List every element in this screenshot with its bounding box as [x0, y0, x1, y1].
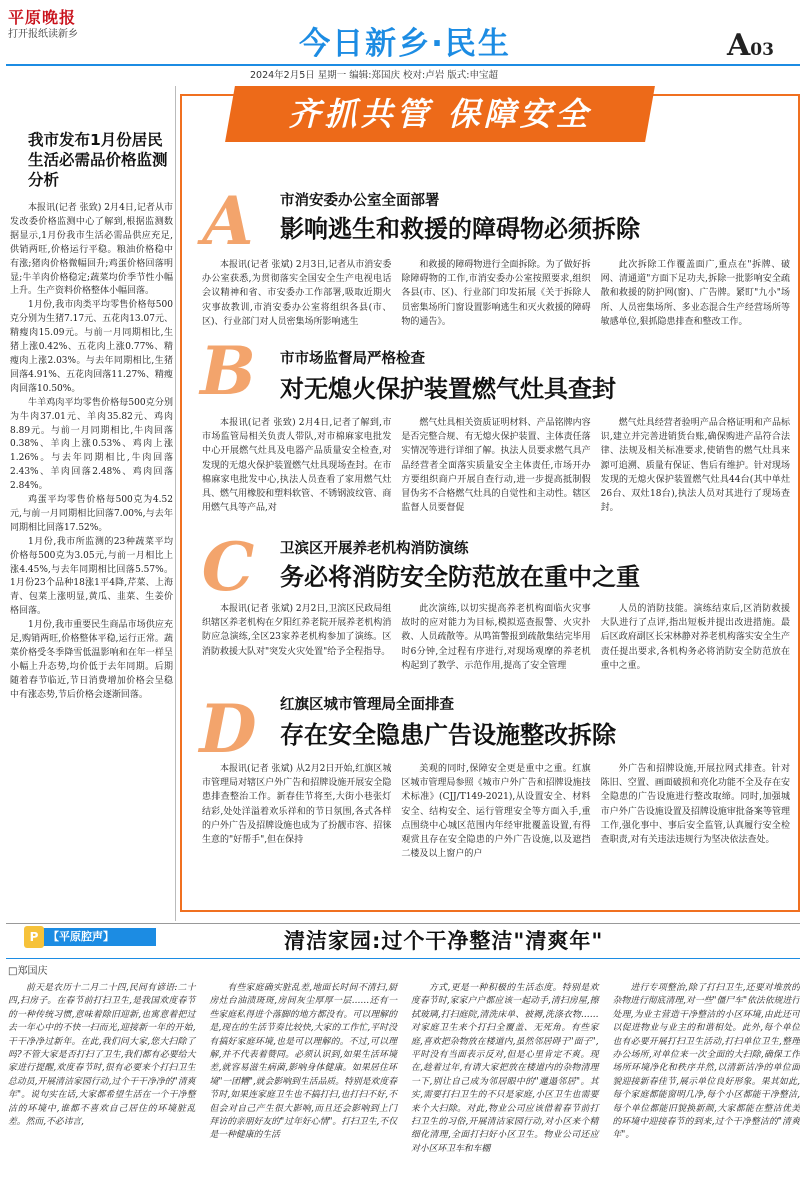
feature-column: 方式,更是一种积极的生活态度。特别是欢度春节时,家家户户都应该一起动手,清扫房屋,擦拭玻璃,打扫庭院,清洗床单、被褥,洗涤衣物……对家庭卫生来个打扫全覆盖、无死角。有些家庭,喜欢把杂物放在楼道内,虽然邻居碍于"面子",平时没有当面表示反对,但是心里肯定不爽。现在,趁着过年,有请大家把放在楼道内的杂物清理一下,别让自己成为邻居眼中的"邋遢邻居"。其实,需要打扫卫生的不只是家庭,小区卫生也需要来个大扫除。对此,物业公司应该借着春节前打扫卫生的习俗,开展清洁家园行动,对小区来个精细化清理,全面打扫好小区卫生。物业公司还应对小区环卫车和车棚: [411, 983, 599, 1154]
section-d-column: 外广告和招牌设施,开展拉网式排查。针对陈旧、空置、画面破损和亮化功能不全及存在安全隐患的广告设施进行整改取缔。同时,加强城市户外广告设施设置及招牌设施审批备案等管理工作,强化事中、事后安全监管,认真履行安全检查职责,对有关违法违规行为坚决依法查处。: [600, 764, 790, 846]
section-b-column: 本报讯(记者 张致) 2月4日,记者了解到,市市场监管局相关负责人带队,对市棉麻家电批发中心开展燃气灶具及电器产品质量安全检查,对发现的无熄火保护装置燃气灶具现场查封。在市棉麻家电批发中心,执法人员查看了家用燃气灶具、燃气用橡胶和塑料软管、不锈钢波纹管、商用燃气具等产品,对: [202, 418, 392, 514]
section-a-column: 本报讯(记者 张斌) 2月3日,记者从市消安委办公室获悉,为贯彻落实全国安全生产电视电话会议精神和省、市安委办工作部署,吸取近期火灾事故教训,市消安委办公室将组织各县(市、区)、行业部门对人员密集场所影响逃生: [202, 260, 392, 327]
section-a-column: 此次拆除工作覆盖面广,重点在"拆牌、破网、清通道"方面下足功夫,拆除一批影响安全疏散和救援的防护网(窗)、广告牌。紧盯"九小"场所、人员密集场所、多业态混合生产经营场所等敏感单位,狠抓隐患排查和整改工作。: [600, 260, 790, 327]
section-c-column: 此次演练,以切实提高养老机构面临火灾事故时的应对能力为目标,模拟巡查报警、火灾扑救、人员疏散等。从鸣笛警报到疏散集结完毕用时6分钟,全过程有序进行,对现场观摩的养老机构起到了教学、示范作用,提高了安全管理: [401, 604, 591, 671]
sidebar-title: 我市发布1月份居民生活必需品价格监测分析: [28, 131, 168, 189]
section-d-column: 本报讯(记者 张斌) 从2月2日开始,红旗区城市管理局对辖区户外广告和招牌设施开展安全隐患排查整治工作。新春佳节将至,大街小巷张灯结彩,处处洋溢着欢乐祥和的节日氛围,各式各样的户外广告及招牌设施也成为了扮靓市容、招徕生意的"好帮手",但在保持: [202, 764, 392, 846]
sidebar-paragraph: 1月份,我市重要民生商品市场供应充足,购销两旺,价格整体平稳,运行正常。蔬菜价格受冬季降雪低温影响和在年一样呈小幅上升态势,均价低于去年同期。后期随着春节临近,节日消费增加价格会呈稳中有涨态势,节后价格会逐渐回落。: [10, 620, 173, 700]
section-c-column: 人员的消防技能。演练结束后,区消防救援大队进行了点评,指出短板并提出改进措施。最后区政府副区长宋林静对养老机构落实安全生产责任提出要求,各机构务必将消防安全防范放在重中之重。: [600, 604, 790, 671]
column-divider: [175, 86, 176, 921]
section-letter-d: D: [199, 690, 257, 768]
masthead-info: 2024年2月5日 星期一 编辑:郑国庆 校对:卢岩 版式:申宝超: [250, 70, 498, 81]
sidebar-body: [6, 202, 173, 703]
column-tag-icon: P: [24, 926, 44, 948]
masthead-rule: [6, 64, 800, 66]
section-b-body: [202, 416, 790, 530]
section-letter-b: B: [200, 332, 256, 410]
section-divider: [6, 923, 800, 924]
logo-slogan: 打开报纸读新乡: [8, 29, 78, 40]
section-letter-c: C: [201, 528, 255, 606]
newspaper-logo: [8, 8, 100, 48]
section-d-subtitle: 红旗区城市管理局全面排查: [280, 697, 454, 713]
feature-headline: 清洁家园:过个干净整洁"清爽年": [284, 929, 604, 953]
sidebar-paragraph: 1月份,我市所监测的23种蔬菜平均价格每500克为3.05元,与前一月相比上涨4.45%,与去年同期相比回落5.57%。1月份23个品种18涨1平4降,芹菜、上海青、包菜上涨明显,黄瓜、韭菜、生姜价格回落。: [10, 536, 173, 617]
column-tag: 【平原腔声】: [38, 928, 156, 946]
feature-column: 进行专项整治,除了打扫卫生,还要对堆放的杂物进行彻底清理,对一些"僵尸车"依法依规进行处理,为业主营造干净整洁的小区环境,由此还可以促进物业与业主的和谐相处。此外,每个单位也有必要开展打扫卫生活动,打扫单位卫生,整理办公场所,对单位来一次全面的大扫除,确保工作场所环境净化和秩序井然,以清新洁净的单位面貌迎接新春佳节,展示单位良好形象。果其如此,每个家庭都能窗明几净,每个小区都能干净整洁,每个单位都能旧貌换新颜,大家都能在整洁优美的环境中迎接春节的到来,过个干净整洁的"清爽年"。: [612, 983, 800, 1141]
feature-column: 前天是农历十二月二十四,民间有谚语:二十四,扫房子。在春节前打扫卫生,是我国欢度春节的一种传统习惯,意味着除旧迎新,也寓意着把过去一年心中的不快一扫而光,迎接新一年的开始,干干净净过新年。在此,我们问大家,您大扫除了吗?不管大家是否打扫了卫生,我们都有必要给大家进行提醒,欢度春节时,很有必要来个打扫卫生总动员,开展清洁家园行动,过个干干净净的"清爽年"。说句实在话,大家都希望生活在一个干净整洁的环境中,谁都不喜欢自己居住的环境脏乱差。然而,不必讳言,: [8, 983, 196, 1128]
section-d-headline: 存在安全隐患广告设施整改拆除: [280, 721, 616, 749]
section-a-column: 和救援的障碍物进行全面拆除。为了做好拆除障碍物的工作,市消安委办公室按照要求,组织各县(市、区)、行业部门印发拓展《关于拆除人员密集场所门窗设置影响逃生和灭火救援的障碍物的通告》。: [401, 260, 591, 327]
section-a-body: [202, 258, 790, 342]
section-letter-a: A: [202, 182, 254, 260]
sidebar-paragraph: 本报讯(记者 张致) 2月4日,记者从市发改委价格监测中心了解到,根据监测数据显示,1月份我市生活必需品供应充足,供销两旺,价格运行平稳。粮油价格稳中有涨;猪肉价格微幅回升;鸡蛋价格回落明显;牛羊肉价格稳定;蔬菜均价季节性小幅上升。生产资料价格整体小幅回落。: [10, 203, 173, 297]
section-c-subtitle: 卫滨区开展养老机构消防演练: [280, 541, 469, 557]
page-digits: 03: [750, 40, 774, 60]
section-b-headline: 对无熄火保护装置燃气灶具查封: [280, 375, 616, 403]
page-letter: A: [727, 28, 751, 63]
logo-name: 平原晚报: [8, 8, 77, 27]
section-c-column: 本报讯(记者 张斌) 2月2日,卫滨区民政局组织辖区养老机构在夕阳红养老院开展养老机构消防应急演练,全区23家养老机构参加了演练。区消防救援大队对"突发火灾处置"给予全程指导。: [202, 604, 392, 657]
section-d-column: 美观的同时,保障安全更是重中之重。红旗区城市管理局参照《城市户外广告和招牌设施技术标准》(CJJ/T149-2021),从设置安全、材料安全、结构安全、运行管理安全等方面入手,重点围绕中心城区范围内年经审批覆盖设置,有得观赏且存在安全隐患的户外广告设施,以及遮挡二楼及以上窗户的户: [401, 764, 591, 860]
banner-title: 齐抓共管 保障安全: [288, 95, 592, 133]
sidebar-paragraph: 牛羊鸡肉平均零售价格每500克分别为牛肉37.01元、羊肉35.82元、鸡肉8.89元。与前一月同期相比,牛肉回落0.38%、羊肉上涨0.53%、鸡肉上涨1.26%。与去年同期相比,牛肉回落2.43%、羊肉回落2.48%、鸡肉回落2.84%。: [10, 397, 173, 492]
sidebar-paragraph: 1月份,我市肉类平均零售价格每500克分别为生猪7.17元、五花肉13.07元、精瘦肉15.09元。与前一月同期相比,生猪上涨0.42%、五花肉上涨0.77%、精瘦肉上涨2.03%。与去年同期相比,生猪回落4.91%、五花肉回落11.27%、精瘦肉回落10.50%。: [10, 300, 173, 394]
section-d-body: [202, 762, 790, 906]
section-b-column: 燃气灶具经营者验明产品合格证明和产品标识,建立并完善进销货台账,确保购进产品符合法律、法规及相关标准要求,使销售的燃气灶具来源可追溯、质量有保证、售后有维护。针对现场发现的无熄火保护装置燃气灶具44台(其中单灶26台、双灶18台),执法人员对其进行了现场查封。: [600, 418, 790, 514]
section-a-subtitle: 市消安委办公室全面部署: [280, 193, 440, 209]
section-title: 今日新乡·民生: [299, 26, 511, 62]
feature-byline: □郑国庆: [8, 966, 48, 977]
section-b-column: 燃气灶具相关资质证明材料、产品铭牌内容是否完整合规、有无熄火保护装置、主体责任落实情况等进行详细了解。执法人员要求燃气具产品经营者全面落实质量安全主体责任,市场开办方要组织商户开展自查行动,进一步提高抵制假冒伪劣不合格燃气灶具的自觉性和主动性。辖区监督人员要督促: [401, 418, 591, 514]
feature-rule: [6, 958, 800, 959]
page-number: [727, 26, 799, 66]
section-a-headline: 影响逃生和救援的障碍物必须拆除: [280, 215, 640, 243]
sidebar-paragraph: 鸡蛋平均零售价格每500克为4.52元,与前一月同期相比回落7.00%,与去年同期相比回落17.52%。: [10, 495, 173, 533]
feature-column: 有些家庭确实脏乱差,地面长时间不清扫,厨房灶台油渍斑斑,房间灰尘厚厚一层……还有一些家庭私得进个落脚的地方都没有。可以理解的是,现在的生活节奏比较快,大家的工作忙,平时没有搞好家庭环境,也是可以理解的。不过,可以理解,并不代表着赞同。必须认识到,如果生活环境差,就容易滋生病菌,影响身体健康。如果居住环境"一团糟",就会影响到生活品质。特别是欢度春节时,如果连家庭卫生也不搞打扫,也打扫不好,不但会对自己产生很大影响,而且还会影响到上门拜访的亲朋好友的"过年好心情"。打扫卫生,不仅是一种健康的生活: [209, 983, 397, 1141]
sidebar-article: [6, 86, 173, 921]
column-tag-label: 平原腔声: [59, 930, 103, 943]
section-c-headline: 务必将消防安全防范放在重中之重: [280, 563, 640, 591]
feature-body: [8, 982, 800, 1196]
section-c-body: [202, 602, 790, 688]
section-b-subtitle: 市市场监督局严格检查: [280, 351, 425, 367]
